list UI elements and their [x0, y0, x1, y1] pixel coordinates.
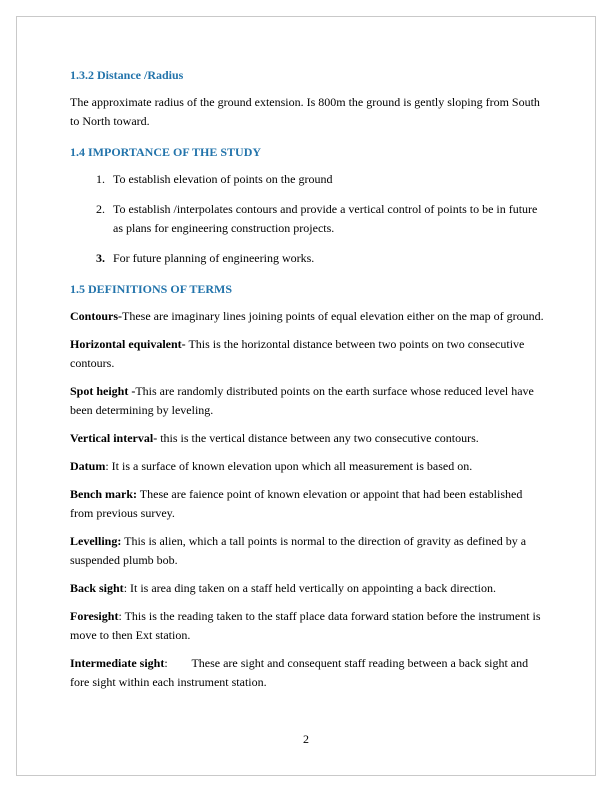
- definition-term: Back sight: [70, 581, 124, 595]
- definition-term: Foresight: [70, 609, 119, 623]
- definition-paragraph: [70, 579, 548, 598]
- list-item-text: To establish /interpolates contours and provide a vertical control of points to be in future as plans for engineering construction projects.: [113, 202, 538, 235]
- definition-term: Bench mark:: [70, 487, 137, 501]
- definition-term: Vertical interval-: [70, 431, 158, 445]
- definition-paragraph: [70, 457, 548, 476]
- definition-paragraph: [70, 607, 548, 645]
- importance-list: [70, 170, 548, 268]
- definition-term: Horizontal equivalent-: [70, 337, 186, 351]
- list-item-text: To establish elevation of points on the ground: [113, 172, 333, 186]
- list-item-text: For future planning of engineering works.: [113, 251, 315, 265]
- definition-text: : It is a surface of known elevation upon which all measurement is based on.: [105, 459, 473, 473]
- definition-paragraph: [70, 429, 548, 448]
- heading-definitions-of-terms: 1.5 DEFINITIONS OF TERMS: [70, 282, 233, 296]
- page-content: [70, 66, 548, 701]
- definition-text: This are randomly distributed points on the earth surface whose reduced level have been determining by leveling.: [70, 384, 537, 417]
- definition-text: These are imaginary lines joining points of equal elevation either on the map of ground.: [122, 309, 544, 323]
- list-item-number: 3.: [96, 251, 105, 265]
- heading-importance-of-study: 1.4 IMPORTANCE OF THE STUDY: [70, 145, 262, 159]
- definition-paragraph: [70, 532, 548, 570]
- definition-term: Intermediate sight: [70, 656, 165, 670]
- definition-text: : It is area ding taken on a staff held vertically on appointing a back direction.: [123, 581, 497, 595]
- list-item: [70, 200, 548, 238]
- definition-text: : These are sight and consequent staff reading between a back sight and fore sight within each instrument station.: [70, 656, 532, 689]
- definition-term: Spot height -: [70, 384, 136, 398]
- definition-paragraph: [70, 335, 548, 373]
- definition-text: This is the horizontal distance between two points on two consecutive contours.: [70, 337, 528, 370]
- paragraph-distance-radius: The approximate radius of the ground extension. Is 800m the ground is gently sloping from South to North toward.: [70, 95, 540, 128]
- definition-text: this is the vertical distance between any two consecutive contours.: [157, 431, 479, 445]
- list-item-number: 1.: [96, 172, 105, 186]
- definition-paragraph: [70, 485, 548, 523]
- definition-term: Contours-: [70, 309, 123, 323]
- heading-distance-radius: 1.3.2 Distance /Radius: [70, 68, 184, 82]
- definition-text: : This is the reading taken to the staff place data forward station before the instrument is move to then Ext station.: [70, 609, 544, 642]
- list-item: [70, 170, 548, 189]
- definition-text: These are faience point of known elevation or appoint that had been established from previous survey.: [70, 487, 526, 520]
- list-item-number: 2.: [96, 202, 105, 216]
- definition-term: Datum: [70, 459, 106, 473]
- definition-paragraph: [70, 382, 548, 420]
- page-number: 2: [303, 732, 309, 746]
- definition-term: Levelling:: [70, 534, 122, 548]
- definition-text: This is alien, which a tall points is normal to the direction of gravity as defined by a suspended plumb bob.: [70, 534, 530, 567]
- definition-paragraph: [70, 654, 548, 692]
- definition-paragraph: [70, 307, 548, 326]
- list-item: [70, 249, 548, 268]
